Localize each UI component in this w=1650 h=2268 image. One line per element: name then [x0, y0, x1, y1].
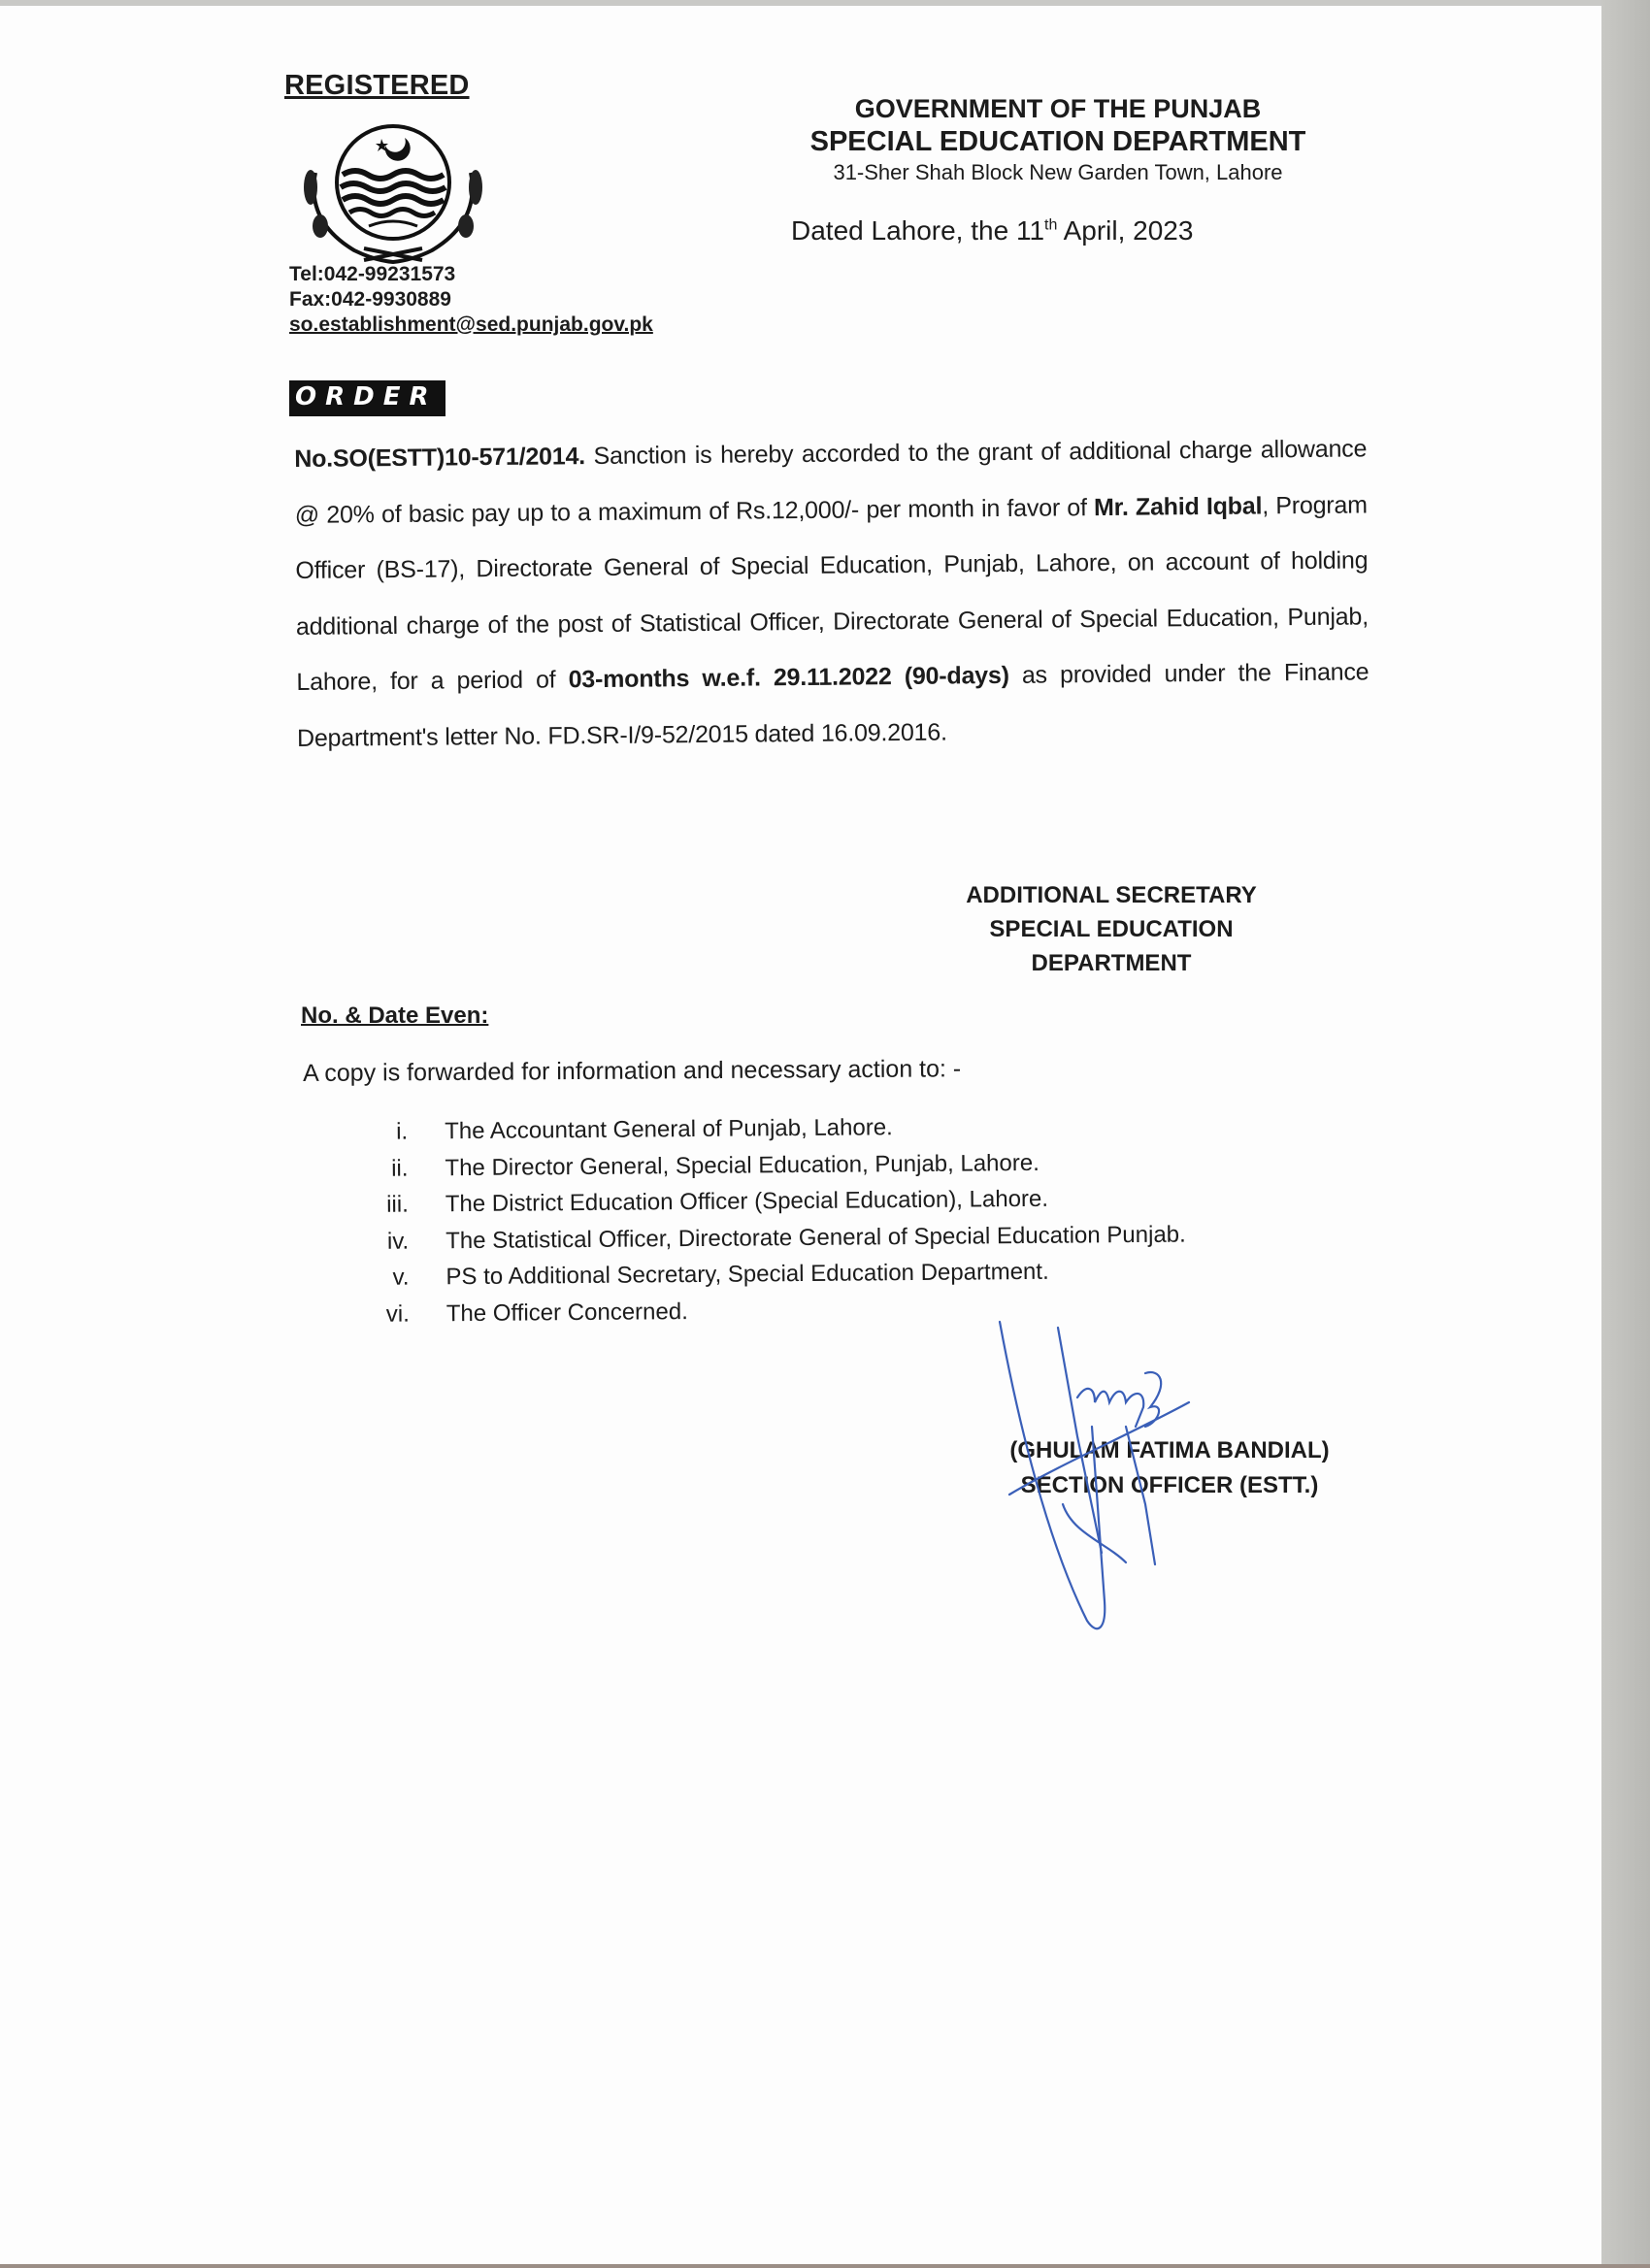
government-title: GOVERNMENT OF THE PUNJAB — [854, 94, 1262, 123]
department-title: SPECIAL EDUCATION DEPARTMENT — [809, 126, 1306, 157]
charge-period: 03-months w.e.f. 29.11.2022 (90-days) — [568, 661, 1009, 694]
letterhead — [776, 92, 1339, 187]
no-date-even-heading: No. & Date Even: — [301, 1003, 489, 1029]
letter-date: Dated Lahore, the 11th April, 2023 — [791, 215, 1194, 246]
reference-number: No.SO(ESTT)10-571/2014. — [294, 443, 586, 473]
list-item: iv. The Statistical Officer, Directorate General of Special Education Punjab. — [386, 1221, 1186, 1255]
recipients-list — [359, 1107, 1187, 1332]
order-badge: ORDER — [289, 380, 446, 416]
list-item: v. PS to Additional Secretary, Special Education Department. — [392, 1258, 1049, 1291]
signatory-name: (GHULAM FATIMA BANDIAL) — [1009, 1437, 1330, 1463]
scan-right-edge — [1601, 0, 1650, 2268]
registered-label: REGISTERED — [284, 70, 470, 101]
order-body: No.SO(ESTT)10-571/2014. Sanction is hereby accorded to the grant of additional charge allowance @ 20% of basic pay up to a maximum of Rs.12,000/- per month in favor of Mr. Zahid Iqbal, Program Officer (BS-17), Directorate General of Special Education, Punjab, Lahore, on account of holding additional charge of the post of Statistical Officer, Directorate General of Special Education, Punjab, Lahore, for a period of 03-months w.e.f. 29.11.2022 (90-days) as provided under the Finance Department's letter No. FD.SR-I/9-52/2015 dated 16.09.2016. — [294, 435, 1370, 752]
officer-name: Mr. Zahid Iqbal — [1093, 491, 1263, 521]
contact-block — [289, 262, 653, 338]
list-item: ii. The Director General, Special Education, Punjab, Lahore. — [391, 1149, 1040, 1182]
department-address: 31-Sher Shah Block New Garden Town, Lahore — [833, 160, 1283, 184]
signatory-title: SECTION OFFICER (ESTT.) — [1020, 1472, 1319, 1498]
telephone-number: Tel:042-99231573 — [289, 263, 456, 285]
list-item: i. The Accountant General of Punjab, Lahore. — [396, 1114, 893, 1145]
handwritten-signature-icon — [980, 1310, 1271, 1640]
scan-top-edge — [0, 0, 1650, 6]
list-item: vi. The Officer Concerned. — [385, 1298, 688, 1328]
email-link[interactable]: so.establishment@sed.punjab.gov.pk — [289, 313, 653, 336]
issuing-authority: ADDITIONAL SECRETARY SPECIAL EDUCATION DEPARTMENT — [966, 882, 1257, 976]
punjab-emblem-icon — [296, 115, 490, 270]
scan-bottom-edge — [0, 2264, 1650, 2268]
signature-strokes — [1000, 1322, 1189, 1628]
list-item: iii. The District Education Officer (Special Education), Lahore. — [386, 1185, 1049, 1218]
fax-number: Fax:042-9930889 — [289, 288, 451, 311]
copy-forward-intro: A copy is forwarded for information and necessary action to: - — [303, 1055, 962, 1087]
